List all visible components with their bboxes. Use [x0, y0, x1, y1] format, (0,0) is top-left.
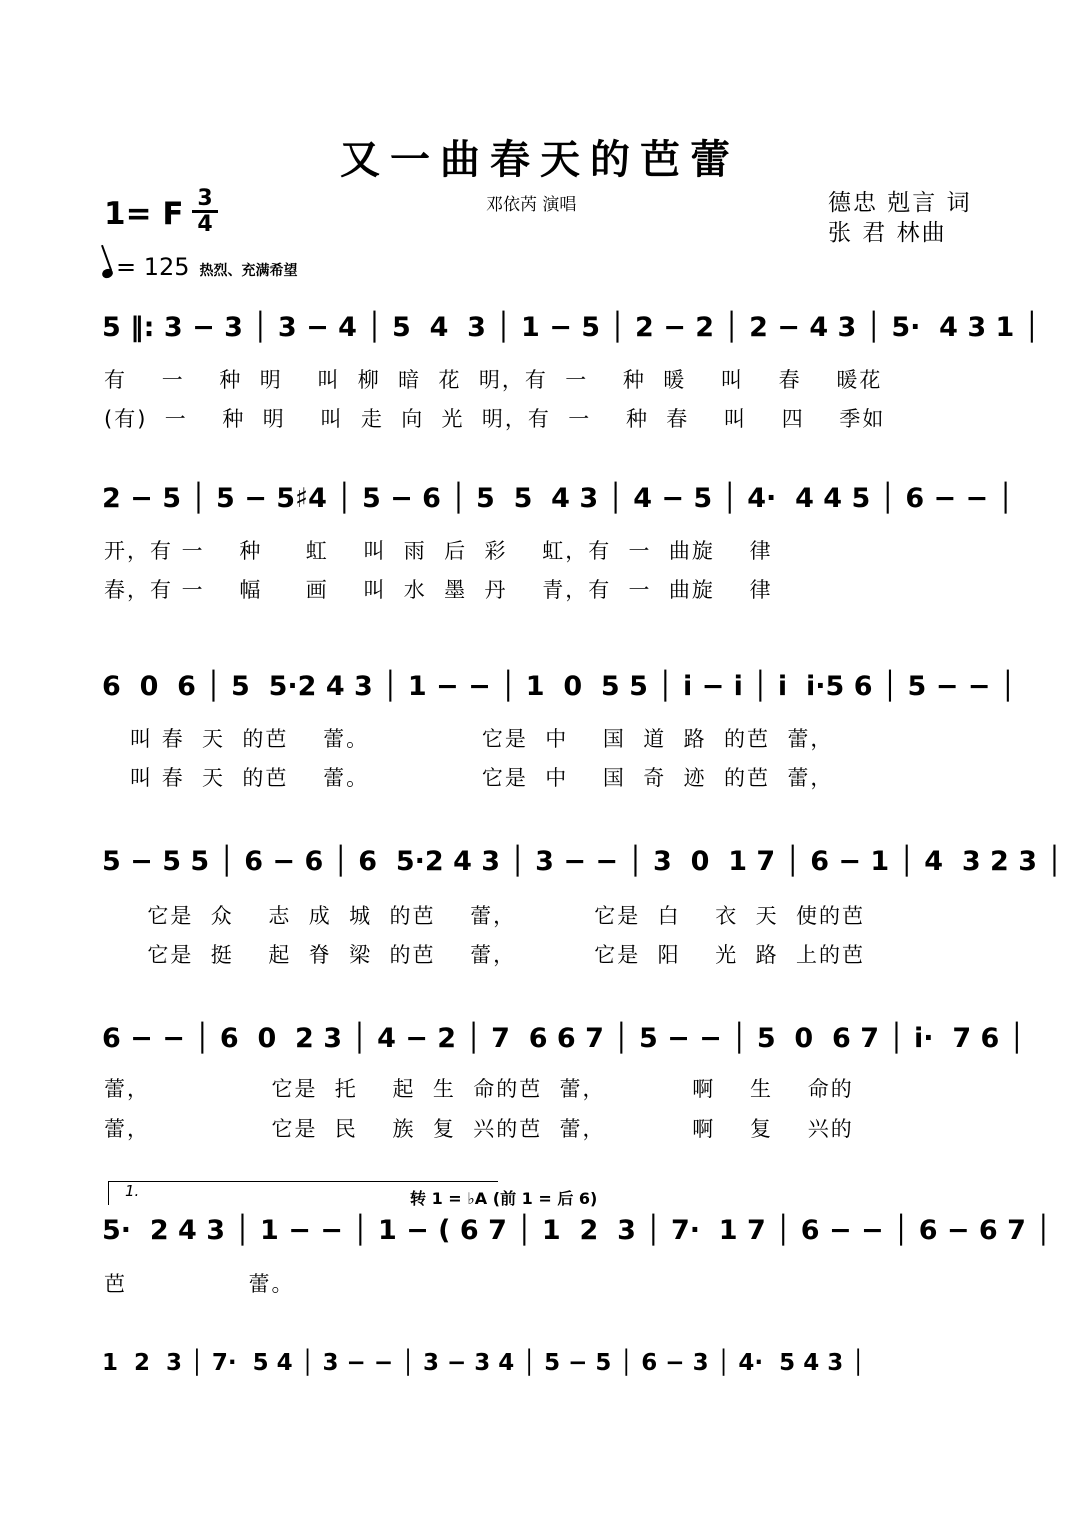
lyrics-line-6-verse-1: 芭 蕾。 — [104, 1272, 295, 1296]
singer-credit: 邓依芮 演唱 — [486, 195, 577, 215]
key-signature: 1= F — [104, 196, 184, 232]
lyrics-line-5-verse-2: 蕾， 它是 民 族 复 兴的芭 蕾， 啊 复 兴的 — [104, 1117, 854, 1141]
notation-line-6: 5· 2 4 3 │ 1 − − │ 1 − ( 6 7 │ 1 2 3 │ 7· 1 7 │ 6 − − │ 6 − 6 7 │ — [102, 1215, 1052, 1246]
key-change-marking: 转 1 = ♭A (前 1 = 后 6) — [410, 1189, 598, 1208]
time-signature — [192, 188, 218, 235]
lyrics-line-1-verse-1: 有 一 种 明 叫 柳 暗 花 明，有 一 种 暖 叫 春 暖花 — [104, 368, 883, 392]
meter-bottom: 4 — [197, 212, 213, 237]
expression-marking: 热烈、充满希望 — [199, 263, 298, 279]
composer-credit: 张 君 林曲 — [828, 220, 947, 246]
notation-line-2: 2 − 5 │ 5 − 5♯4 │ 5 − 6 │ 5 5 4 3 │ 4 − 5 │ 4· 4 4 5 │ 6 − − │ — [102, 483, 1014, 514]
meter-top: 3 — [197, 186, 213, 211]
tempo-marking — [102, 253, 298, 281]
lyrics-line-2-verse-1: 开，有 一 种 虹 叫 雨 后 彩 虹，有 一 曲旋 律 — [104, 539, 773, 563]
notation-line-7: 1 2 3 │ 7· 5 4 │ 3 − − │ 3 − 3 4 │ 5 − 5 │ 6 − 3 │ 4· 5 4 3 │ — [102, 1350, 866, 1376]
lyrics-line-4-verse-2: 它是 挺 起 脊 梁 的芭 蕾， 它是 阳 光 路 上的芭 — [104, 943, 866, 967]
quarter-note-icon — [101, 267, 114, 279]
lyrics-line-2-verse-2: 春，有 一 幅 画 叫 水 墨 丹 青，有 一 曲旋 律 — [104, 578, 773, 602]
notation-line-5: 6 − − │ 6 0 2 3 │ 4 − 2 │ 7 6 6 7 │ 5 − − │ 5 0 6 7 │ i· 7 6 │ — [102, 1023, 1025, 1054]
notation-line-3: 6 0 6 │ 5 5·2 4 3 │ 1 − − │ 1 0 5 5 │ i − i │ i i·5 6 │ 5 − − │ — [102, 671, 1017, 702]
notation-line-4: 5 − 5 5 │ 6 − 6 │ 6 5·2 4 3 │ 3 − − │ 3 0 1 7 │ 6 − 1 │ 4 3 2 3 │ — [102, 846, 1063, 877]
song-title: 又一曲春天的芭蕾 — [340, 136, 740, 183]
lyrics-line-3-verse-1: 叫 春 天 的芭 蕾。 它是 中 国 道 路 的芭 蕾， — [104, 727, 834, 751]
lyrics-line-5-verse-1: 蕾， 它是 托 起 生 命的芭 蕾， 啊 生 命的 — [104, 1077, 854, 1101]
lyricist-credit: 德忠 剋言 词 — [828, 190, 972, 216]
volta-label: 1. — [125, 1182, 140, 1200]
lyrics-line-4-verse-1: 它是 众 志 成 城 的芭 蕾， 它是 白 衣 天 使的芭 — [104, 904, 866, 928]
lyrics-line-3-verse-2: 叫 春 天 的芭 蕾。 它是 中 国 奇 迹 的芭 蕾， — [104, 766, 834, 790]
notation-line-1: 5 ‖: 3 − 3 │ 3 − 4 │ 5 4 3 │ 1 − 5 │ 2 − 2 │ 2 − 4 3 │ 5· 4 3 1 │ — [102, 312, 1040, 343]
tempo-value: = 125 — [116, 253, 190, 281]
lyrics-line-1-verse-2: (有) 一 种 明 叫 走 向 光 明，有 一 种 春 叫 四 季如 — [104, 407, 886, 431]
